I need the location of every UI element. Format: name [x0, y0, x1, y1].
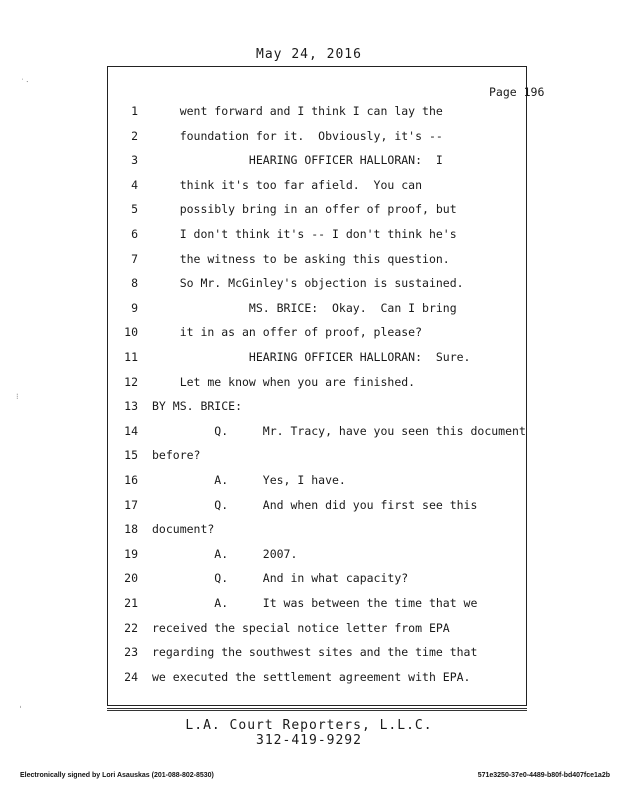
transcript-line: So Mr. McGinley's objection is sustained.	[152, 276, 464, 290]
line-number: 24	[124, 670, 138, 684]
transcript-line: it in as an offer of proof, please?	[152, 325, 423, 339]
line-number: 13	[124, 399, 138, 413]
transcript-line: Let me know when you are finished.	[152, 375, 416, 389]
line-number: 22	[124, 621, 138, 635]
transcript-line: possibly bring in an offer of proof, but	[152, 202, 457, 216]
page-header-date: May 24, 2016	[256, 47, 362, 62]
transcript-line: BY MS. BRICE:	[152, 399, 243, 413]
transcript-line: Q. Mr. Tracy, have you seen this document	[152, 424, 526, 438]
line-number: 4	[131, 178, 138, 192]
transcript-line: we executed the settlement agreement with EPA.	[152, 670, 471, 684]
transcript-line: MS. BRICE: Okay. Can I bring	[152, 301, 457, 315]
transcript-line: received the special notice letter from EPA	[152, 621, 450, 635]
line-number: 21	[124, 596, 138, 610]
electronic-signature-note: Electronically signed by Lori Asauskas (201-088-802-8530)	[20, 772, 214, 779]
transcript-frame-bottom-rule	[107, 708, 527, 711]
scan-speck: ⁝	[16, 392, 19, 401]
line-number: 1	[131, 104, 138, 118]
line-number: 20	[124, 571, 138, 585]
transcript-line: before?	[152, 448, 201, 462]
transcript-line: document?	[152, 522, 215, 536]
line-number: 2	[131, 129, 138, 143]
line-number: 5	[131, 202, 138, 216]
transcript-line: A. It was between the time that we	[152, 596, 478, 610]
footer-company: L.A. Court Reporters, L.L.C.	[185, 718, 433, 733]
line-number: 18	[124, 522, 138, 536]
line-number: 15	[124, 448, 138, 462]
line-number: 7	[131, 252, 138, 266]
transcript-line: A. Yes, I have.	[152, 473, 346, 487]
line-number: 16	[124, 473, 138, 487]
transcript-line: Q. And in what capacity?	[152, 571, 409, 585]
line-number: 17	[124, 498, 138, 512]
transcript-line: went forward and I think I can lay the	[152, 104, 443, 118]
line-number: 14	[124, 424, 138, 438]
line-number: 3	[131, 153, 138, 167]
line-number: 19	[124, 547, 138, 561]
line-number: 6	[131, 227, 138, 241]
scan-speck: ˙ˑ	[20, 78, 30, 87]
transcript-line: the witness to be asking this question.	[152, 252, 450, 266]
transcript-line: foundation for it. Obviously, it's --	[152, 129, 443, 143]
document-hash-id: 571e3250-37e0-4489-b80f-bd407fce1a2b	[477, 772, 610, 779]
line-number: 12	[124, 375, 138, 389]
transcript-line: Q. And when did you first see this	[152, 498, 478, 512]
line-number: 11	[124, 350, 138, 364]
line-number: 10	[124, 325, 138, 339]
transcript-line: think it's too far afield. You can	[152, 178, 423, 192]
transcript-line: I don't think it's -- I don't think he's	[152, 227, 457, 241]
line-number: 23	[124, 645, 138, 659]
footer-phone: 312-419-9292	[256, 733, 362, 748]
transcript-line: HEARING OFFICER HALLORAN: I	[152, 153, 443, 167]
transcript-line: A. 2007.	[152, 547, 298, 561]
page-number-label: Page 196	[489, 85, 545, 99]
transcript-line: HEARING OFFICER HALLORAN: Sure.	[152, 350, 471, 364]
line-number: 8	[131, 276, 138, 290]
line-number: 9	[131, 301, 138, 315]
scan-speck: ˌ	[18, 700, 23, 709]
transcript-line: regarding the southwest sites and the time that	[152, 645, 478, 659]
